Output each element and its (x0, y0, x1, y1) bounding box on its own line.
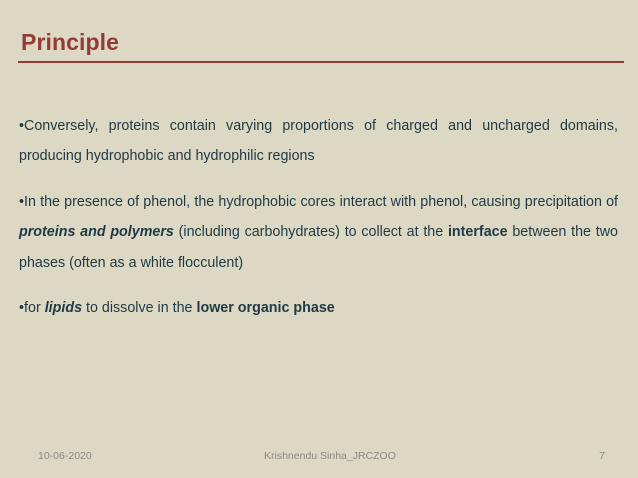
bullet-3-text-a: for (24, 300, 45, 317)
bullet-point-3 (19, 293, 618, 323)
bullet-marker: • (19, 118, 25, 134)
bullet-3-text-b: to dissolve in the (82, 300, 197, 317)
emphasis-lower-organic-phase: lower organic phase (196, 300, 335, 317)
slide-title: Principle (21, 29, 120, 55)
bullet-point-2 (19, 187, 618, 278)
bullet-2-text-a: In the presence of phenol, the hydrophobic cores interact with phenol, causing precipitation of (24, 193, 618, 210)
bullet-marker: • (19, 300, 25, 317)
title-divider (18, 61, 624, 63)
bullet-2-text-c: between the two phases (often as a white flocculent) (19, 224, 618, 271)
bullet-point-1 (19, 111, 618, 172)
emphasis-lipids: lipids (44, 300, 83, 317)
footer-page-number: 7 (599, 450, 605, 462)
bullet-2-text-b: (including carbohydrates) to collect at the (173, 224, 448, 241)
footer-date: 10-06-2020 (38, 450, 92, 462)
bullet-1-text: Conversely, proteins contain varying proportions of charged and uncharged domains, producing hydrophobic and hydrophilic regions (19, 118, 618, 165)
emphasis-proteins-polymers: proteins and polymers (19, 224, 174, 241)
slide-body (19, 111, 618, 323)
bullet-marker: • (19, 193, 25, 210)
footer-author: Krishnendu Sinha_JRCZOO (264, 450, 396, 462)
emphasis-interface: interface (447, 224, 508, 241)
